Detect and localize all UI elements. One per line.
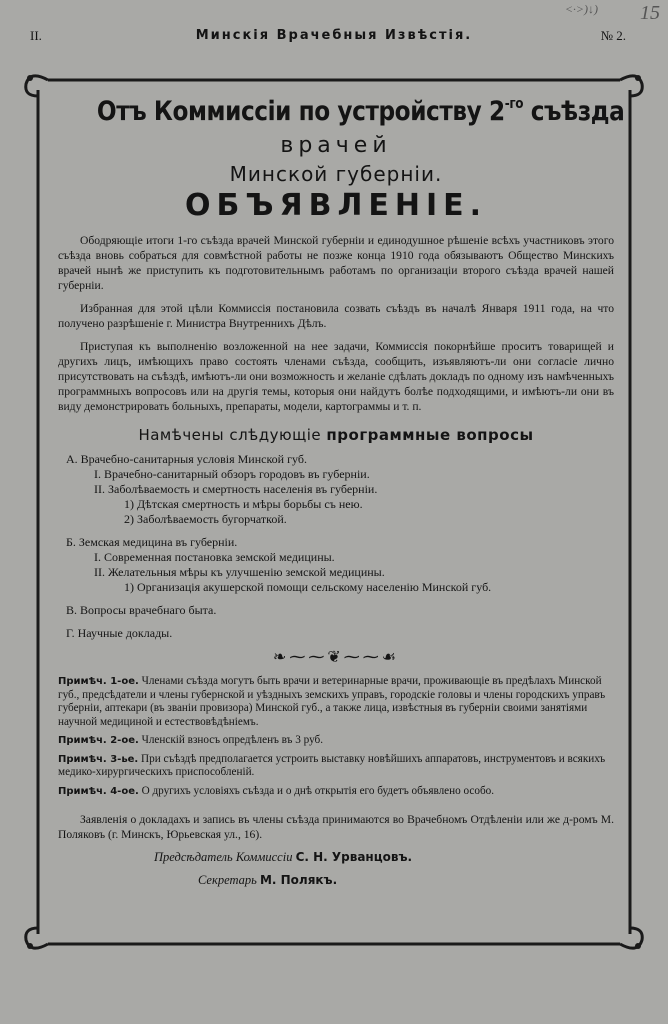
announcement-heading: ОБЪЯВЛЕНІЕ. [184, 188, 488, 223]
note: Примѣч. 2-ое. Членскій взносъ опредѣленъ въ 3 руб. [58, 734, 324, 746]
secretary-signature: Секретарь М. Полякъ. [198, 873, 338, 887]
ornament-divider: ❧⁓⁓❦⁓⁓☙ [272, 649, 400, 666]
closing-paragraph: Заявленія о докладахъ и запись въ члены съѣзда принимаются во Врачебномъ Отдѣленіи или же д-ромъ М. Поляковъ (г. Минскъ, Юрьевская ул., 16). [58, 813, 614, 841]
note: Примѣч. 1-ое. Членами съѣзда могутъ быть врачи и ветеринарные врачи, проживающіе въ предѣлахъ Минской губ., предсѣдатели и члены губернской и уѣздныхъ земскихъ управъ, городскіе головы и члены городскихъ управъ губерніи, аптекари (въ званіи провизора) Минской губ., а также лица, извѣстныя въ губерніи своими занятіями научной медициной и естествовѣдѣніемъ. [58, 675, 606, 728]
programs-title: Намѣчены слѣдующіе программные вопросы [138, 426, 534, 444]
chair-signature: Предсѣдатель Коммиссіи С. Н. Урванцовъ. [154, 850, 413, 864]
program-item: Б. Земская медицина въ губерніи. [66, 535, 238, 549]
pencil-note: <·>)↓) [564, 2, 598, 16]
program-item: 2) Заболѣваемость бугорчаткой. [124, 512, 287, 526]
programs-list [58, 452, 614, 641]
subtitle-province: Минской губерніи. [229, 162, 443, 186]
program-item: Г. Научные доклады. [66, 626, 173, 640]
program-item: II. Желательныя мѣры къ улучшенію земской медицины. [94, 565, 385, 579]
paragraph: Приступая къ выполненію возложенной на нее задачи, Коммиссія покорнѣйше проситъ товарищей и другихъ лицъ, имѣющихъ право состоять членами съѣзда, сообщить, изъявляютъ-ли они согласіе лично присутствовать на съѣздѣ, имѣютъ-ли они возможность и желаніе сдѣлать докладъ по одному изъ намѣченныхъ программныхъ вопросовъ или на другія темы, которыя они найдутъ болѣе подходящими, и имѣютъ-ли они въ виду демонстрировать больныхъ, препараты, модели, картограммы и т. п. [58, 340, 614, 413]
journal-title: Минскія Врачебныя Извѣстія. [195, 28, 473, 43]
program-item: II. Заболѣваемость и смертность населенія въ губерніи. [94, 482, 378, 496]
page-roman-numeral: II. [30, 28, 42, 43]
paragraph: Ободряющіе итоги 1-го съѣзда врачей Минской губерніи и единодушное рѣшеніе всѣхъ участниковъ этого съѣзда вновь собраться для совмѣстной работы не позже конца 1910 года обязываютъ Общество Минскихъ врачей нынѣ же приступить къ подготовительнымъ работамъ по организаціи второго съѣзда врачей нашей губерніи. [58, 234, 614, 292]
program-item: 1) Дѣтская смертность и мѣры борьбы съ нею. [124, 497, 363, 511]
program-item: I. Врачебно-санитарный обзоръ городовъ въ губерніи. [94, 467, 370, 481]
program-item: I. Современная постановка земской медицины. [94, 550, 335, 564]
note: Примѣч. 3-ье. При съѣздѣ предполагается устроить выставку новѣйшихъ аппаратовъ, инструментовъ и всякихъ медико-хирургическихъ приспособленій. [58, 752, 606, 778]
paragraph: Избранная для этой цѣли Коммиссія постановила созвать съѣздъ въ началѣ Января 1911 года, на что получено разрѣшеніе г. Министра Внутреннихъ Дѣлъ. [58, 302, 614, 330]
program-item: 1) Организація акушерской помощи сельскому населенію Минской губ. [124, 580, 492, 594]
note: Примѣч. 4-ое. О другихъ условіяхъ съѣзда и о днѣ открытія его будетъ объявлено особо. [58, 784, 495, 797]
announcement [58, 96, 625, 888]
announcement-title: Отъ Коммиссіи по устройству $2^{-го}$ съѣзда [96, 96, 625, 127]
program-item: А. Врачебно-санитарныя условія Минской губ. [66, 452, 307, 466]
subtitle-doctors: врачей [280, 133, 392, 158]
issue-number: № 2. [600, 28, 626, 43]
program-item: В. Вопросы врачебнаго быта. [66, 603, 217, 617]
page-number-stamp: 15 [640, 2, 660, 24]
